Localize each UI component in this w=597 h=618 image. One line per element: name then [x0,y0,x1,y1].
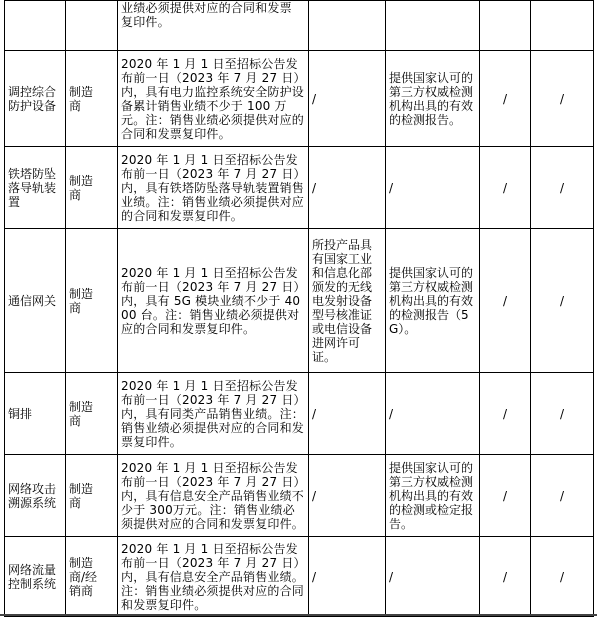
product-name-cell [5,1,66,51]
product-name-cell: 通信网关 [5,229,66,373]
remark-cell: / [531,51,594,147]
table-row [5,537,594,617]
test-report-cell: 提供国家认可的第三方权威检测机构出具的有效的检测报告。 [386,51,480,147]
license-cell: / [309,51,386,147]
performance-requirement-cell: 2020 年 1 月 1 日至招标公告发布前一日（2023 年 7 月 27 日）内，具有信息安全产品销售业绩不少于 300万元。注：销售业绩必须提供对应的合同和发票复印件。 [118,455,309,537]
test-report-cell: 提供国家认可的第三方权威检测机构出具的有效的检测或检定报告。 [386,455,480,537]
product-name-cell: 铜排 [5,373,66,455]
license-cell: 所投产品具有国家工业和信息化部颁发的无线电发射设备型号核准证或电信设备进网许可证。 [309,229,386,373]
bidder-type-cell: 制造 商/经 销商 [66,537,118,617]
remark-cell [531,1,594,51]
product-name-cell: 网络流量 控制系统 [5,537,66,617]
product-name-cell: 网络攻击 溯源系统 [5,455,66,537]
bidder-type-cell: 制造 商 [66,51,118,147]
performance-requirement-cell: 2020 年 1 月 1 日至招标公告发布前一日（2023 年 7 月 27 日）内，具有同类产品销售业绩。注：销售业绩必须提供对应的合同和发票复印件。 [118,373,309,455]
license-cell: / [309,537,386,617]
product-name-cell: 铁塔防坠 落导轨装 置 [5,147,66,229]
license-cell: / [309,455,386,537]
bidder-type-cell: 制造 商 [66,373,118,455]
other-requirement-cell: / [480,147,531,229]
table-body [5,1,594,617]
bidder-type-cell: 制造 商 [66,147,118,229]
remark-cell: / [531,537,594,617]
license-cell: / [309,147,386,229]
other-requirement-cell: / [480,229,531,373]
remark-cell: / [531,229,594,373]
remark-cell: / [531,147,594,229]
table-row [5,455,594,537]
remark-cell: / [531,373,594,455]
page-bottom-divider [0,614,597,616]
license-cell [309,1,386,51]
table-row [5,51,594,147]
test-report-cell: / [386,373,480,455]
table-row [5,147,594,229]
table-row [5,373,594,455]
performance-requirement-cell: 业绩必须提供对应的合同和发票 复印件。 [118,1,309,51]
test-report-cell [386,1,480,51]
performance-requirement-cell: 2020 年 1 月 1 日至招标公告发布前一日（2023 年 7 月 27 日）内，具有铁塔防坠落导轨装置销售业绩。注：销售业绩必须提供对应的合同和发票复印件。 [118,147,309,229]
bidder-type-cell: 制造 商 [66,229,118,373]
other-requirement-cell [480,1,531,51]
bidder-type-cell: 制造 商 [66,455,118,537]
qualification-table [4,0,594,617]
other-requirement-cell: / [480,455,531,537]
test-report-cell: / [386,147,480,229]
performance-requirement-cell: 2020 年 1 月 1 日至招标公告发布前一日（2023 年 7 月 27 日）内，具有电力监控系统安全防护设备累计销售业绩不少于 100 万元。注：销售业绩必须提供对应的合同和发票复印件。 [118,51,309,147]
test-report-cell: / [386,537,480,617]
performance-requirement-cell: 2020 年 1 月 1 日至招标公告发布前一日（2023 年 7 月 27 日）内，具有信息安全产品销售业绩。注：销售业绩必须提供对应的合同和发票复印件。 [118,537,309,617]
table-row [5,1,594,51]
product-name-cell: 调控综合 防护设备 [5,51,66,147]
performance-requirement-cell: 2020 年 1 月 1 日至招标公告发布前一日（2023 年 7 月 27 日）内，具有 5G 模块业绩不少于 4000 台。注：销售业绩必须提供对应的合同和发票复印件。 [118,229,309,373]
table-row [5,229,594,373]
other-requirement-cell: / [480,51,531,147]
license-cell: / [309,373,386,455]
test-report-cell: 提供国家认可的第三方权威检测机构出具的有效的检测报告（5G）。 [386,229,480,373]
other-requirement-cell: / [480,537,531,617]
qualification-table-page [4,0,593,617]
other-requirement-cell: / [480,373,531,455]
remark-cell: / [531,455,594,537]
bidder-type-cell [66,1,118,51]
